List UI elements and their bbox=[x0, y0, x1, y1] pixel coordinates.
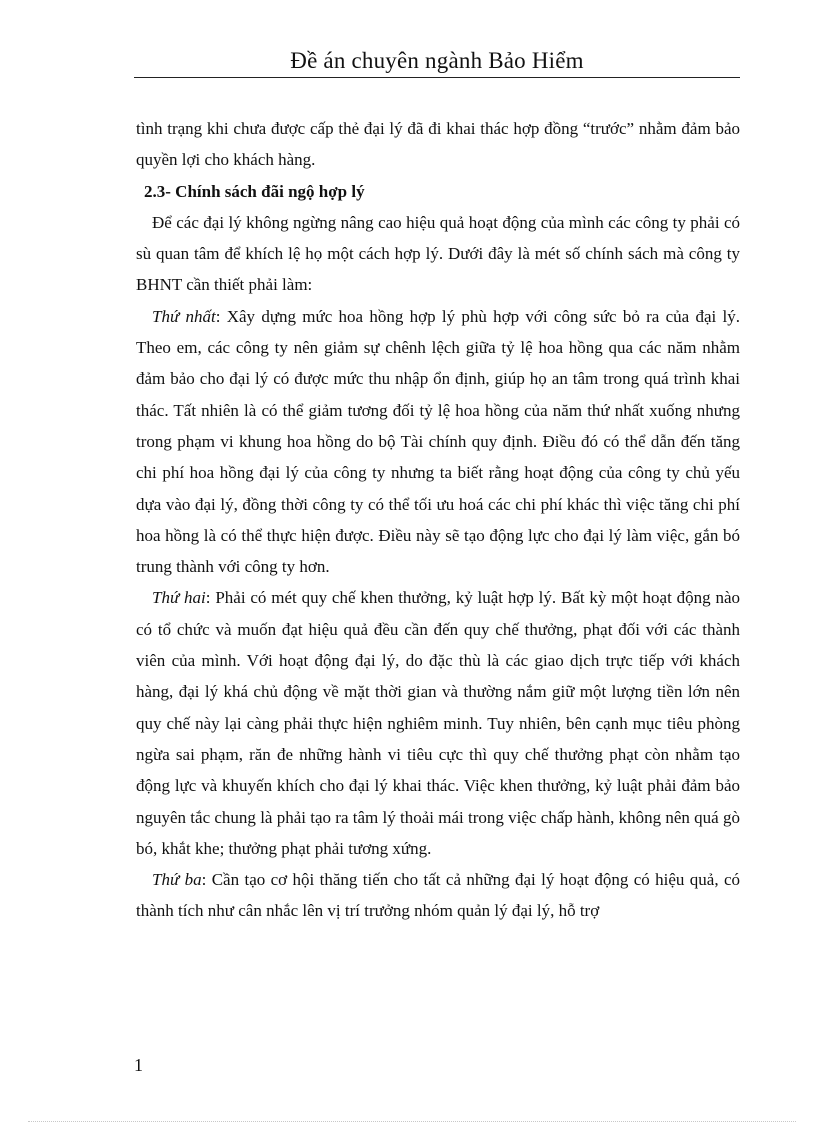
document-body bbox=[136, 113, 740, 927]
point-three-paragraph bbox=[136, 864, 740, 927]
page-bottom-dotted-line bbox=[28, 1121, 796, 1122]
point-two-lead: Thứ hai bbox=[152, 588, 206, 608]
point-three-lead: Thứ ba bbox=[152, 870, 202, 890]
header-divider bbox=[134, 77, 740, 78]
point-two-paragraph bbox=[136, 582, 740, 864]
section-intro-paragraph: Để các đại lý không ngừng nâng cao hiệu quả hoạt động của mình các công ty phải có sù quan tâm để khích lệ họ một cách hợp lý. Dưới đây là mét số chính sách mà công ty BHNT cần thiết phải làm: bbox=[136, 212, 740, 295]
point-one-text: : Xây dựng mức hoa hồng hợp lý phù hợp với công sức bỏ ra của đại lý. Theo em, các công ty nên giảm sự chênh lệch giữa tỷ lệ hoa hồng qua các năm nhằm đảm bảo cho đại lý có được mức thu nhập ổn định, giúp họ an tâm trong quá trình khai thác. Tất nhiên là có thể giảm tương đối tỷ lệ hoa hồng của năm thứ nhất xuống nhưng trong phạm vi khung hoa hồng do bộ Tài chính quy định. Điều đó có thể dẫn đến tăng chi phí hoa hồng đại lý của công ty nhưng ta biết rằng hoạt động của công ty chủ yếu dựa vào đại lý, đồng thời công ty có thể tối ưu hoá các chi phí khác thì việc tăng chi phí hoa hồng là có thể thực hiện được. Điều này sẽ tạo động lực cho đại lý làm việc, gắn bó trung thành với công ty hơn. bbox=[136, 306, 741, 577]
page-number: 1 bbox=[134, 1055, 143, 1075]
point-one-paragraph bbox=[136, 301, 740, 583]
point-one-lead: Thứ nhất bbox=[152, 306, 216, 326]
point-three-text: : Cần tạo cơ hội thăng tiến cho tất cả những đại lý hoạt động có hiệu quả, có thành tích như cân nhắc lên vị trí trưởng nhóm quản lý đại lý, hỗ trợ bbox=[136, 870, 740, 921]
document-header-title: Đề án chuyên ngành Bảo Hiểm bbox=[290, 48, 584, 73]
point-two-text: : Phải có mét quy chế khen thưởng, kỷ luật hợp lý. Bất kỳ một hoạt động nào có tổ chức và muốn đạt hiệu quả đều cần đến quy chế thưởng, phạt đối với các thành viên của mình. Với hoạt động đại lý, do đặc thù là các giao dịch trực tiếp với khách hàng, đại lý khá chủ động về mặt thời gian và thường nắm giữ một lượng tiền lớn nên quy chế này lại càng phải thực hiện nghiêm minh. Tuy nhiên, bên cạnh mục tiêu phòng ngừa sai phạm, răn đe những hành vi tiêu cực thì quy chế thưởng phạt còn nhằm tạo động lực và khuyến khích cho đại lý khai thác. Việc khen thưởng, kỷ luật phải đảm bảo nguyên tắc chung là phải tạo ra tâm lý thoải mái trong việc chấp hành, không nên quá gò bó, khắt khe; thưởng phạt phải tương xứng. bbox=[136, 588, 740, 858]
section-heading: 2.3- Chính sách đãi ngộ hợp lý bbox=[144, 181, 365, 201]
intro-paragraph: tình trạng khi chưa được cấp thẻ đại lý đã đi khai thác hợp đồng “trước” nhằm đảm bảo quyền lợi cho khách hàng. bbox=[136, 119, 740, 170]
